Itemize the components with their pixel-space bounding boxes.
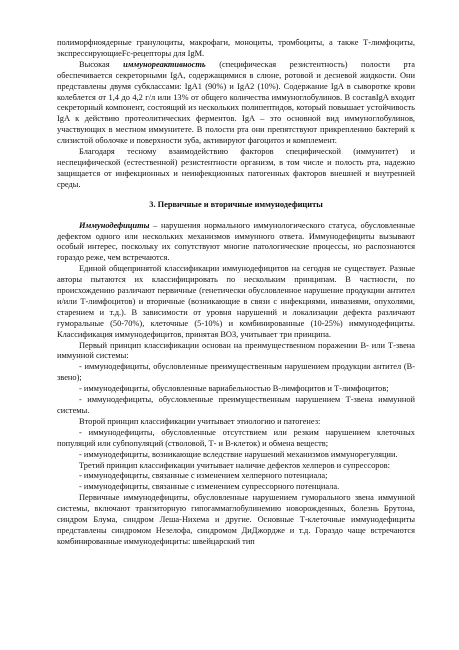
term-immunoreactivity: иммунореактивность [123, 59, 206, 69]
term-immunodeficiency: Иммунодефициты [79, 220, 150, 230]
paragraph-principle-2: Второй принцип классификации учитывает этиологию и патогенез: [79, 416, 321, 426]
paragraph-principle-1: Первый принцип классификации основан на преимущественном поражении В- или Т-звена иммунной системы: [57, 340, 415, 361]
paragraph-continuation: полиморфноядерные гранулоциты, макрофаги, моноциты, тромбоциты, а также Т-лимфоциты, экспрессирующиеFc-рецепторы для IgM. [57, 38, 415, 58]
document-page [57, 38, 415, 548]
paragraph-immunoreactivity: Высокая иммунореактивность (специфическая резистентность) полости рта обеспечивается секреторными IgA, содержащимися в слюне, ротовой и десневой жидкости. Они представлены двумя субклассами: IgA1 (90%) и IgA2 (10%). Содержание IgA в сыворотке крови колеблется от 1,4 до 4,2 г/л или 13% от общего количества иммуноглобулинов. В составIgA входит секреторный компонент, состоящий из нескольких полипептидов, который повышает устойчивость IgA к действию протеолитических ферментов. IgA – это основной вид иммуноглобулинов, участвующих в местном иммунитете. В полости рта они препятствуют прикреплению бактерий к слизистой оболочке и поверхности зуба, активируют фагоцитоз и комплемент. [57, 59, 415, 146]
list-item: - иммунодефициты, обусловленные преимущественным нарушением продукции антител (В-звено); [57, 362, 415, 383]
list-item: - иммунодефициты, обусловленные преимущественным нарушением Т-звена иммунной системы. [57, 395, 415, 415]
list-item: - иммунодефициты, обусловленные отсутствием или резким нарушением клеточных популяций или субпопуляций (стволовой, Т- и В-клеток) и обмена веществ; [57, 427, 415, 448]
list-item: - иммунодефициты, связанные с изменением супрессорного потенциала. [79, 482, 340, 492]
paragraph-principle-3: Третий принцип классификации учитывает наличие дефектов хелперов и супрессоров: [79, 460, 390, 470]
section-heading: 3. Первичные и вторичные иммунодефициты [149, 199, 323, 209]
paragraph-resistance: Благодаря тесному взаимодействию факторов специфической (иммунитет) и неспецифической (естественной) резистентности организм, в том числе и полость рта, надежно защищается от инфекционных и неинфекционных патогенных факторов внешней и внутренней среды. [57, 147, 415, 189]
paragraph-primary-immunodeficiencies: Первичные иммунодефициты, обусловленные нарушением гуморального звена иммунной системы, включают транзиторную гипогаммаглобулинемию новорожденных, болезнь Брутона, синдром Блума, синдром Леша-Нихема и другие. Основные Т-клеточные иммунодефициты представлены синдромом Незелофа, синдромом ДиДжордже и т.д. Гораздо чаще встречаются комбинированные иммунодефициты: швейцарский тип [57, 493, 415, 546]
list-item: - иммунодефициты, обусловленные вариабельностью В-лимфоцитов и Т-лимфоцитов; [79, 384, 389, 394]
paragraph-classification: Единой общепринятой классификации иммунодефицитов на сегодня не существует. Разные авторы пытаются их классифицировать по нескольким принципам. В частности, по происхождению различают первичные (генетически обусловленное нарушение продукции антител и/или Т-лимфоцитов) и вторичные (возникающие в связи с инфекциями, инвазиями, опухолями, старением и т.д.). В зависимости от уровня нарушений и локализации дефекта различают гуморальные (50-70%), клеточные (5-10%) и комбинированные (10-25%) иммунодефициты. Классификация иммунодефицитов, принятая ВОЗ, учитывает три принципа. [57, 264, 415, 339]
list-item: - иммунодефициты, связанные с изменением хелперного потенциала; [79, 471, 328, 481]
paragraph-definition: Иммунодефициты – нарушения нормального иммунологического статуса, обусловленные дефектом одного или нескольких механизмов иммунного ответа. Иммунодефициты вызывают особый интерес, поскольку их сопутствуют многие патологические процессы, но распознаются гораздо реже, чем встречаются. [57, 220, 415, 263]
list-item: - иммунодефициты, возникающие вследствие нарушений механизмов иммунорегуляции. [79, 449, 398, 459]
